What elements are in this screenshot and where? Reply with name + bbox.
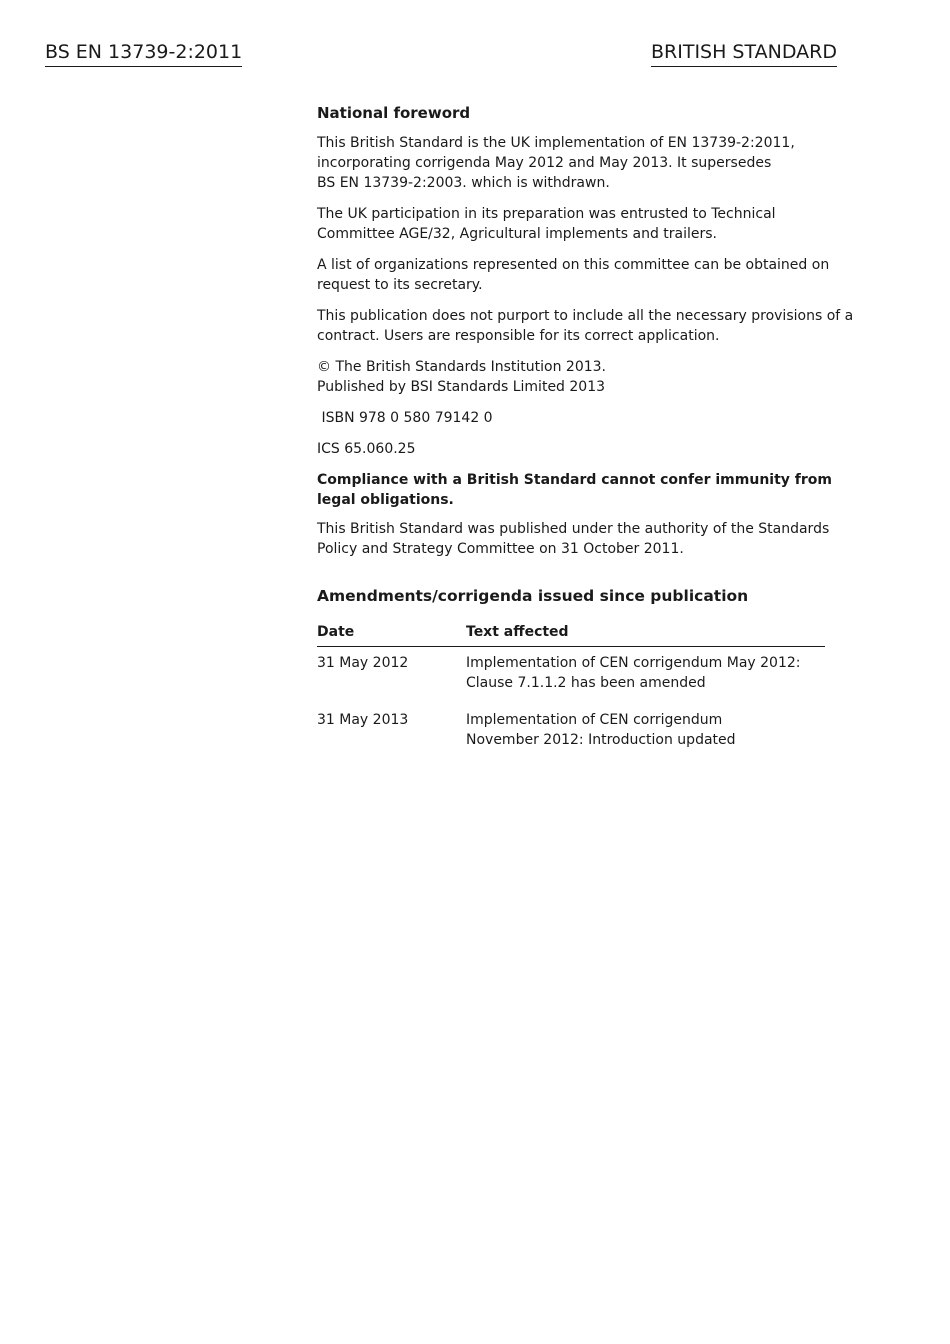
isbn: ISBN 978 0 580 79142 0: [317, 410, 493, 426]
national-foreword: [317, 103, 862, 767]
organizations-paragraph: A list of organizations represented on this committee can be obtained on request to its secretary.: [317, 257, 830, 293]
foreword-title: National foreword: [317, 104, 471, 122]
amendments-table: [317, 622, 825, 750]
row-text-affected: Implementation of CEN corrigendum November 2012: Introduction updated: [466, 712, 736, 748]
ics-code: ICS 65.060.25: [317, 441, 416, 457]
table-row: [317, 653, 825, 693]
committee-paragraph: The UK participation in its preparation was entrusted to Technical Committee AGE/32, Agricultural implements and trailers.: [317, 206, 776, 242]
row-text-affected: Implementation of CEN corrigendum May 2012: Clause 7.1.1.2 has been amended: [466, 655, 801, 691]
copyright-notice: © The British Standards Institution 2013. Published by BSI Standards Limited 2013: [317, 359, 607, 395]
document-type: BRITISH STANDARD: [651, 40, 837, 67]
text-column-header: Text affected: [466, 624, 569, 640]
table-row: [317, 710, 825, 750]
amendments-title: Amendments/corrigenda issued since publication: [317, 587, 749, 605]
document-number: BS EN 13739-2:2011: [45, 40, 242, 67]
compliance-notice: Compliance with a British Standard cannot confer immunity from legal obligations.: [317, 472, 832, 508]
table-header: [317, 622, 825, 647]
date-column-header: Date: [317, 624, 355, 640]
implementation-paragraph: This British Standard is the UK implementation of EN 13739-2:2011, incorporating corrigenda May 2012 and May 2013. It supersedes BS EN 13739-2:2003. which is withdrawn.: [317, 135, 795, 191]
row-date: 31 May 2013: [317, 712, 409, 728]
provisions-paragraph: This publication does not purport to include all the necessary provisions of a contract. Users are responsible for its correct application.: [317, 308, 854, 344]
row-date: 31 May 2012: [317, 655, 409, 671]
authority-paragraph: This British Standard was published under the authority of the Standards Policy and Strategy Committee on 31 October 2011.: [317, 521, 830, 557]
